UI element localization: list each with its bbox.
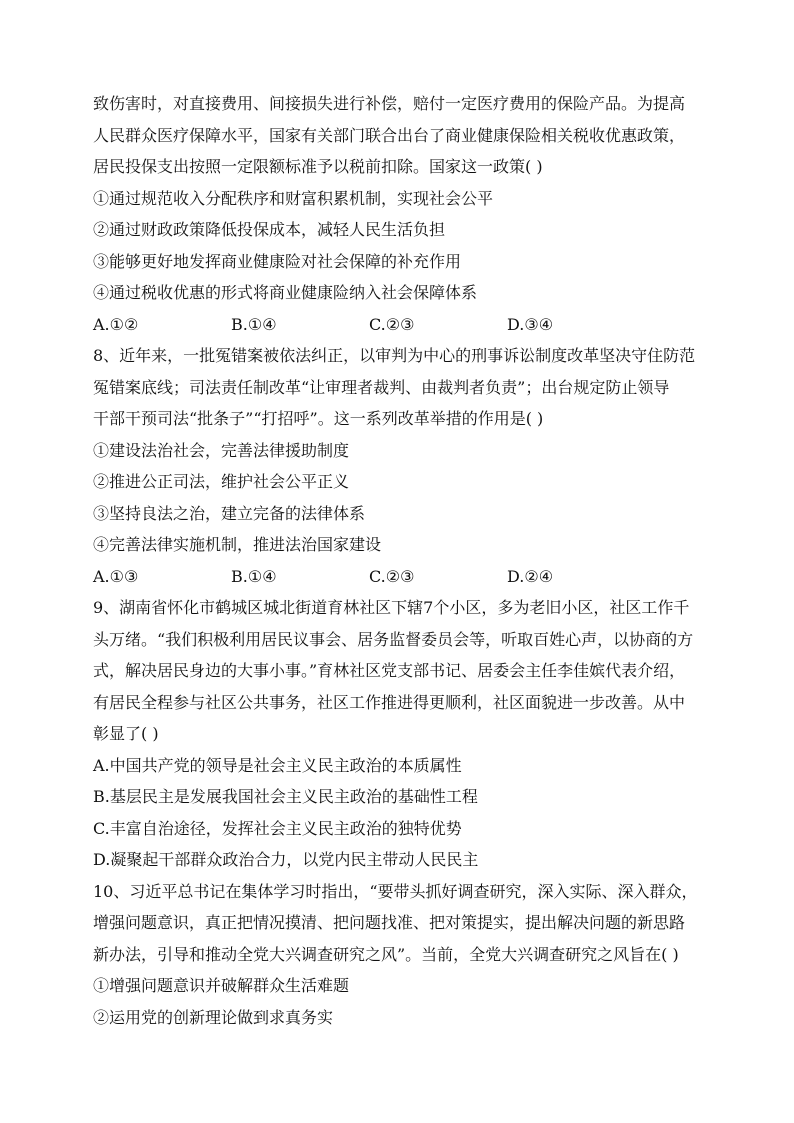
q8-option-b: B.①④ xyxy=(231,566,277,586)
q9-stem-line-5: 彰显了( ) xyxy=(93,724,159,743)
q7-option-b: B.①④ xyxy=(231,314,277,334)
q10-item-2: ②运用党的创新理论做到求真务实 xyxy=(93,1007,334,1027)
q7-item-3: ③能够更好地发挥商业健康险对社会保障的补充作用 xyxy=(93,251,462,271)
q7-stem-line-2: 人民群众医疗保障水平，国家有关部门联合出台了商业健康保险相关税收优惠政策， xyxy=(93,125,686,145)
q8-item-3: ③坚持良法之治，建立完备的法律体系 xyxy=(93,503,366,523)
q10-stem-line-1: 10、习近平总书记在集体学习时指出，“要带头抓好调查研究，深入实际、深入群众， xyxy=(93,881,698,901)
q9-stem-line-1: 9、湖南省怀化市鹤城区城北街道育林社区下辖7个小区，多为老旧小区，社区工作千 xyxy=(93,598,690,617)
q7-item-1: ①通过规范收入分配秩序和财富积累机制，实现社会公平 xyxy=(93,188,494,208)
q10-stem-line-2: 增强问题意识，真正把情况摸清、把问题找准、把对策提实，提出解决问题的新思路 xyxy=(93,913,686,932)
q8-option-d: D.②④ xyxy=(507,566,554,586)
q8-stem-line-1: 8、近年来，一批冤错案被依法纠正，以审判为中心的刑事诉讼制度改革坚决守住防范 xyxy=(93,346,696,365)
q9-option-a: A.中国共产党的领导是社会主义民主政治的本质属性 xyxy=(93,755,462,775)
q8-stem-line-2: 冤错案底线；司法责任制改革“让审理者裁判、由裁判者负责”；出台规定防止领导 xyxy=(93,377,670,397)
q8-option-a: A.①③ xyxy=(93,566,139,586)
q8-option-c: C.②③ xyxy=(369,566,415,586)
q9-stem-line-2: 头万绪。“我们积极利用居民议事会、居务监督委员会等，听取百姓心声，以协商的方 xyxy=(93,629,694,649)
q10-item-1: ①增强问题意识并破解群众生活难题 xyxy=(93,976,350,995)
question-7 xyxy=(93,88,705,340)
q8-item-4: ④完善法律实施机制，推进法治国家建设 xyxy=(93,535,382,554)
q7-option-d: D.③④ xyxy=(507,314,554,334)
q8-options xyxy=(93,561,705,593)
q9-stem-line-3: 式，解决居民身边的大事小事。”育林社区党支部书记、居委会主任李佳嫔代表介绍， xyxy=(93,661,686,680)
q9-option-b: B.基层民主是发展我国社会主义民主政治的基础性工程 xyxy=(93,787,478,806)
q7-item-4: ④通过税收优惠的形式将商业健康险纳入社会保障体系 xyxy=(93,283,478,302)
q7-stem-line-3: 居民投保支出按照一定限额标准予以税前扣除。国家这一政策( ) xyxy=(93,157,543,176)
q9-option-d: D.凝聚起干部群众政治合力，以党内民主带动人民民主 xyxy=(93,850,479,869)
q8-item-1: ①建设法治社会，完善法律援助制度 xyxy=(93,440,350,460)
q8-item-2: ②推进公正司法，维护社会公平正义 xyxy=(93,472,350,491)
q7-option-c: C.②③ xyxy=(369,314,415,334)
question-10 xyxy=(93,876,705,1034)
q9-option-c: C.丰富自治途径，发挥社会主义民主政治的独特优势 xyxy=(93,818,462,838)
q7-stem-line-1: 致伤害时，对直接费用、间接损失进行补偿，赔付一定医疗费用的保险产品。为提高 xyxy=(93,94,686,113)
page-content xyxy=(93,88,705,1033)
question-8 xyxy=(93,340,705,592)
q7-option-a: A.①② xyxy=(93,314,139,334)
q10-stem-line-3: 新办法，引导和推动全党大兴调查研究之风”。当前，全党大兴调查研究之风旨在( ) xyxy=(93,944,679,964)
q9-stem-line-4: 有居民全程参与社区公共事务，社区工作推进得更顺利，社区面貌进一步改善。从中 xyxy=(93,692,686,712)
q8-stem-line-3: 干部干预司法“批条子”“打招呼”。这一系列改革举措的作用是( ) xyxy=(93,409,544,428)
q7-item-2: ②通过财政政策降低投保成本，减轻人民生活负担 xyxy=(93,220,446,239)
q7-options xyxy=(93,309,705,341)
question-9 xyxy=(93,592,705,876)
